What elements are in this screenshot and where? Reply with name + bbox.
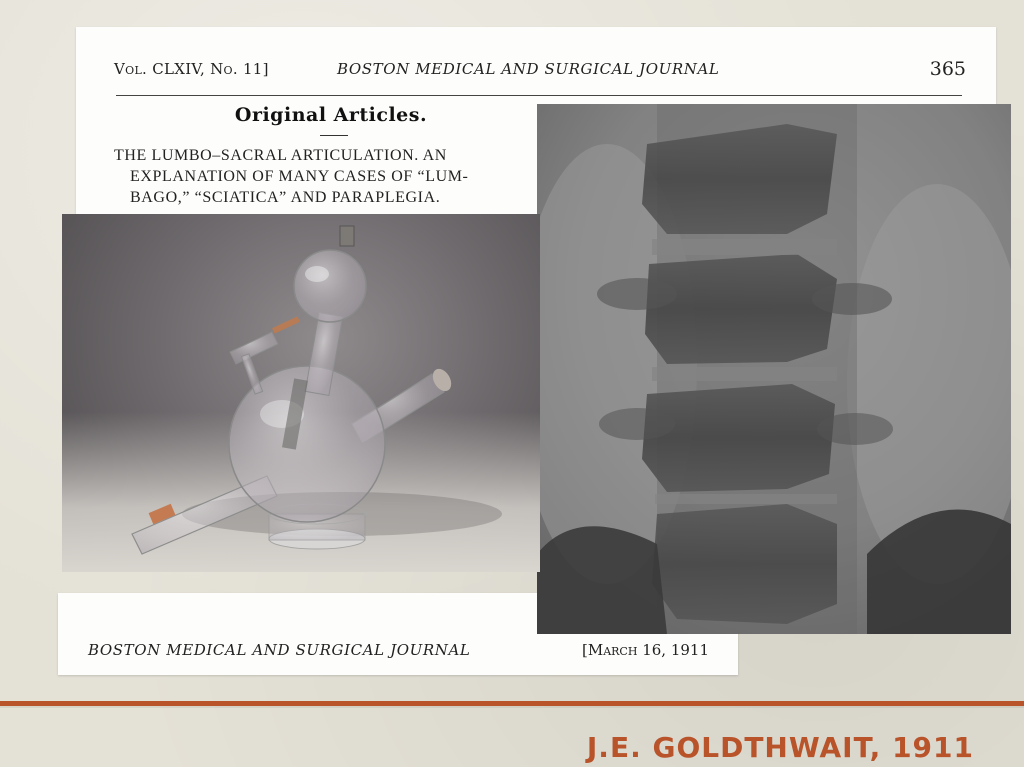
article-title-line: BAGO,” “SCIATICA” AND PARAPLEGIA.: [130, 189, 441, 206]
header-rule: [116, 95, 962, 96]
journal-date: [March 16, 1911: [582, 641, 710, 659]
xray-graphic: [537, 104, 1011, 634]
journal-header: [114, 60, 966, 84]
title-dash: [320, 135, 348, 136]
footer-bar-shadow: [0, 706, 1024, 708]
journal-name: BOSTON MEDICAL AND SURGICAL JOURNAL: [337, 60, 720, 78]
article-title-line: THE LUMBO–SACRAL ARTICULATION. AN: [114, 147, 447, 164]
page-number: 365: [929, 58, 966, 80]
volume-label: Vol. CLXIV, No. 11]: [114, 60, 269, 78]
section-title: Original Articles.: [234, 104, 428, 126]
xray-tube-graphic: [62, 214, 540, 572]
article-title: [114, 145, 544, 208]
article-title-line: EXPLANATION OF MANY CASES OF “LUM-: [130, 168, 469, 185]
lumbosacral-xray-image: [537, 104, 1011, 634]
journal-name-bottom: BOSTON MEDICAL AND SURGICAL JOURNAL: [88, 641, 471, 659]
xray-tube-photo: [62, 214, 540, 572]
slide-caption: J.E. GOLDTHWAIT, 1911: [586, 731, 974, 764]
